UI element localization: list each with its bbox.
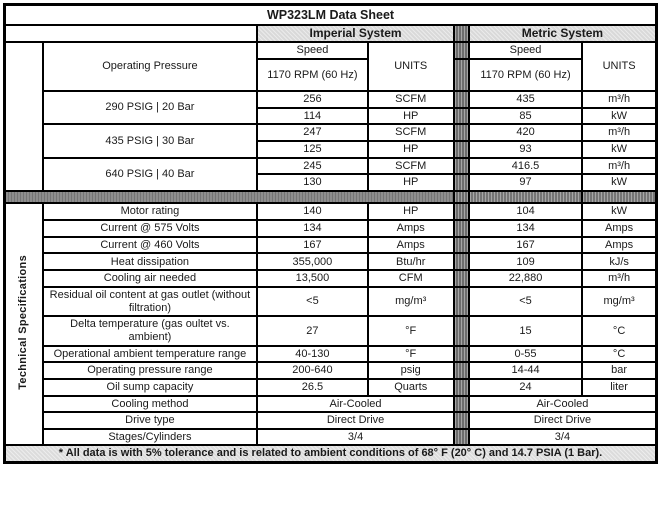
spec-value-cell: 109 <box>469 253 582 270</box>
section-divider <box>454 220 469 237</box>
spec-unit-cell: mg/m³ <box>368 287 454 316</box>
spec-unit-cell: Quarts <box>368 379 454 396</box>
spec-unit-cell: Amps <box>582 220 656 237</box>
power-value-cell: 130 <box>257 174 367 191</box>
spec-label: Oil sump capacity <box>43 379 258 396</box>
imperial-speed-header: Speed <box>257 42 367 59</box>
imperial-system-header: Imperial System <box>257 25 454 43</box>
spec-unit-cell: Amps <box>582 237 656 254</box>
section-divider <box>454 59 469 91</box>
summary-value-cell: 3/4 <box>257 429 454 446</box>
imperial-rpm-header: 1170 RPM (60 Hz) <box>257 59 367 91</box>
spec-value-cell: 134 <box>469 220 582 237</box>
tech-specs-vertical-text: Technical Specifications <box>17 254 30 390</box>
section-separator <box>469 191 582 203</box>
spec-unit-cell: kJ/s <box>582 253 656 270</box>
section-divider <box>454 108 469 125</box>
power-unit-cell: kW <box>582 141 656 158</box>
power-unit-cell: HP <box>368 174 454 191</box>
spec-value-cell: 26.5 <box>257 379 367 396</box>
spec-value-cell: 40-130 <box>257 346 367 363</box>
section-divider <box>454 174 469 191</box>
spec-value-cell: 167 <box>469 237 582 254</box>
flow-unit-cell: m³/h <box>582 158 656 175</box>
summary-value-cell: Direct Drive <box>257 412 454 429</box>
power-unit-cell: HP <box>368 141 454 158</box>
metric-system-header: Metric System <box>469 25 657 43</box>
pressure-row-label: 640 PSIG | 40 Bar <box>43 158 258 191</box>
flow-value-cell: 247 <box>257 124 367 141</box>
flow-unit-cell: SCFM <box>368 158 454 175</box>
power-unit-cell: kW <box>582 174 656 191</box>
power-value-cell: 125 <box>257 141 367 158</box>
spec-value-cell: 167 <box>257 237 367 254</box>
spec-label: Motor rating <box>43 203 258 220</box>
spec-value-cell: 22,880 <box>469 270 582 287</box>
power-value-cell: 85 <box>469 108 582 125</box>
section-divider <box>454 42 469 59</box>
spec-label: Operational ambient temperature range <box>43 346 258 363</box>
section-divider <box>454 124 469 141</box>
spec-unit-cell: °C <box>582 316 656 345</box>
pressure-section-spacer <box>5 42 43 190</box>
spec-unit-cell: °C <box>582 346 656 363</box>
spec-unit-cell: liter <box>582 379 656 396</box>
header-spacer-cell <box>5 25 258 43</box>
metric-rpm-header: 1170 RPM (60 Hz) <box>469 59 582 91</box>
section-divider <box>454 237 469 254</box>
spec-value-cell: 13,500 <box>257 270 367 287</box>
power-value-cell: 97 <box>469 174 582 191</box>
summary-value-cell: Air-Cooled <box>469 396 657 413</box>
summary-label: Cooling method <box>43 396 258 413</box>
section-divider <box>454 91 469 108</box>
operating-pressure-label: Operating Pressure <box>43 42 258 91</box>
summary-label: Stages/Cylinders <box>43 429 258 446</box>
datasheet-table <box>3 3 658 464</box>
section-divider <box>454 396 469 413</box>
section-divider <box>454 203 469 220</box>
power-value-cell: 114 <box>257 108 367 125</box>
spec-value-cell: 15 <box>469 316 582 345</box>
metric-speed-header: Speed <box>469 42 582 59</box>
footnote: * All data is with 5% tolerance and is related to ambient conditions of 68° F (20° C) and 14.7 PSIA (1 Bar). <box>5 445 657 462</box>
flow-unit-cell: m³/h <box>582 91 656 108</box>
spec-unit-cell: m³/h <box>582 270 656 287</box>
section-divider <box>454 287 469 316</box>
section-divider <box>454 346 469 363</box>
spec-unit-cell: mg/m³ <box>582 287 656 316</box>
section-divider <box>454 362 469 379</box>
section-divider <box>454 253 469 270</box>
spec-unit-cell: Amps <box>368 237 454 254</box>
section-divider <box>454 25 469 43</box>
power-value-cell: 93 <box>469 141 582 158</box>
spec-label: Residual oil content at gas outlet (without filtration) <box>43 287 258 316</box>
spec-unit-cell: °F <box>368 316 454 345</box>
section-divider <box>454 270 469 287</box>
section-divider <box>454 191 469 203</box>
spec-label: Current @ 460 Volts <box>43 237 258 254</box>
flow-unit-cell: SCFM <box>368 124 454 141</box>
spec-label: Heat dissipation <box>43 253 258 270</box>
tech-specs-section-label <box>5 203 43 446</box>
section-divider <box>454 379 469 396</box>
section-divider <box>454 429 469 446</box>
spec-value-cell: 27 <box>257 316 367 345</box>
flow-value-cell: 435 <box>469 91 582 108</box>
summary-label: Drive type <box>43 412 258 429</box>
spec-value-cell: 134 <box>257 220 367 237</box>
spec-label: Current @ 575 Volts <box>43 220 258 237</box>
metric-units-header: UNITS <box>582 42 656 91</box>
spec-value-cell: 200-640 <box>257 362 367 379</box>
spec-unit-cell: °F <box>368 346 454 363</box>
pressure-row-label: 290 PSIG | 20 Bar <box>43 91 258 124</box>
spec-value-cell: <5 <box>469 287 582 316</box>
summary-value-cell: Air-Cooled <box>257 396 454 413</box>
spec-unit-cell: psig <box>368 362 454 379</box>
spec-value-cell: 0-55 <box>469 346 582 363</box>
section-divider <box>454 141 469 158</box>
summary-value-cell: Direct Drive <box>469 412 657 429</box>
flow-value-cell: 245 <box>257 158 367 175</box>
spec-unit-cell: kW <box>582 203 656 220</box>
flow-unit-cell: m³/h <box>582 124 656 141</box>
spec-label: Cooling air needed <box>43 270 258 287</box>
flow-value-cell: 420 <box>469 124 582 141</box>
spec-unit-cell: HP <box>368 203 454 220</box>
section-separator <box>582 191 656 203</box>
summary-value-cell: 3/4 <box>469 429 657 446</box>
spec-unit-cell: CFM <box>368 270 454 287</box>
spec-unit-cell: Btu/hr <box>368 253 454 270</box>
datasheet-title: WP323LM Data Sheet <box>5 5 657 25</box>
spec-label: Delta temperature (gas oultet vs. ambient) <box>43 316 258 345</box>
section-divider <box>454 412 469 429</box>
spec-unit-cell: Amps <box>368 220 454 237</box>
flow-unit-cell: SCFM <box>368 91 454 108</box>
pressure-row-label: 435 PSIG | 30 Bar <box>43 124 258 157</box>
spec-value-cell: 355,000 <box>257 253 367 270</box>
flow-value-cell: 416.5 <box>469 158 582 175</box>
power-unit-cell: kW <box>582 108 656 125</box>
spec-value-cell: 104 <box>469 203 582 220</box>
spec-value-cell: 14-44 <box>469 362 582 379</box>
imperial-units-header: UNITS <box>368 42 454 91</box>
spec-value-cell: <5 <box>257 287 367 316</box>
power-unit-cell: HP <box>368 108 454 125</box>
spec-value-cell: 140 <box>257 203 367 220</box>
section-separator <box>5 191 454 203</box>
spec-value-cell: 24 <box>469 379 582 396</box>
spec-label: Operating pressure range <box>43 362 258 379</box>
section-divider <box>454 158 469 175</box>
flow-value-cell: 256 <box>257 91 367 108</box>
section-divider <box>454 316 469 345</box>
spec-unit-cell: bar <box>582 362 656 379</box>
